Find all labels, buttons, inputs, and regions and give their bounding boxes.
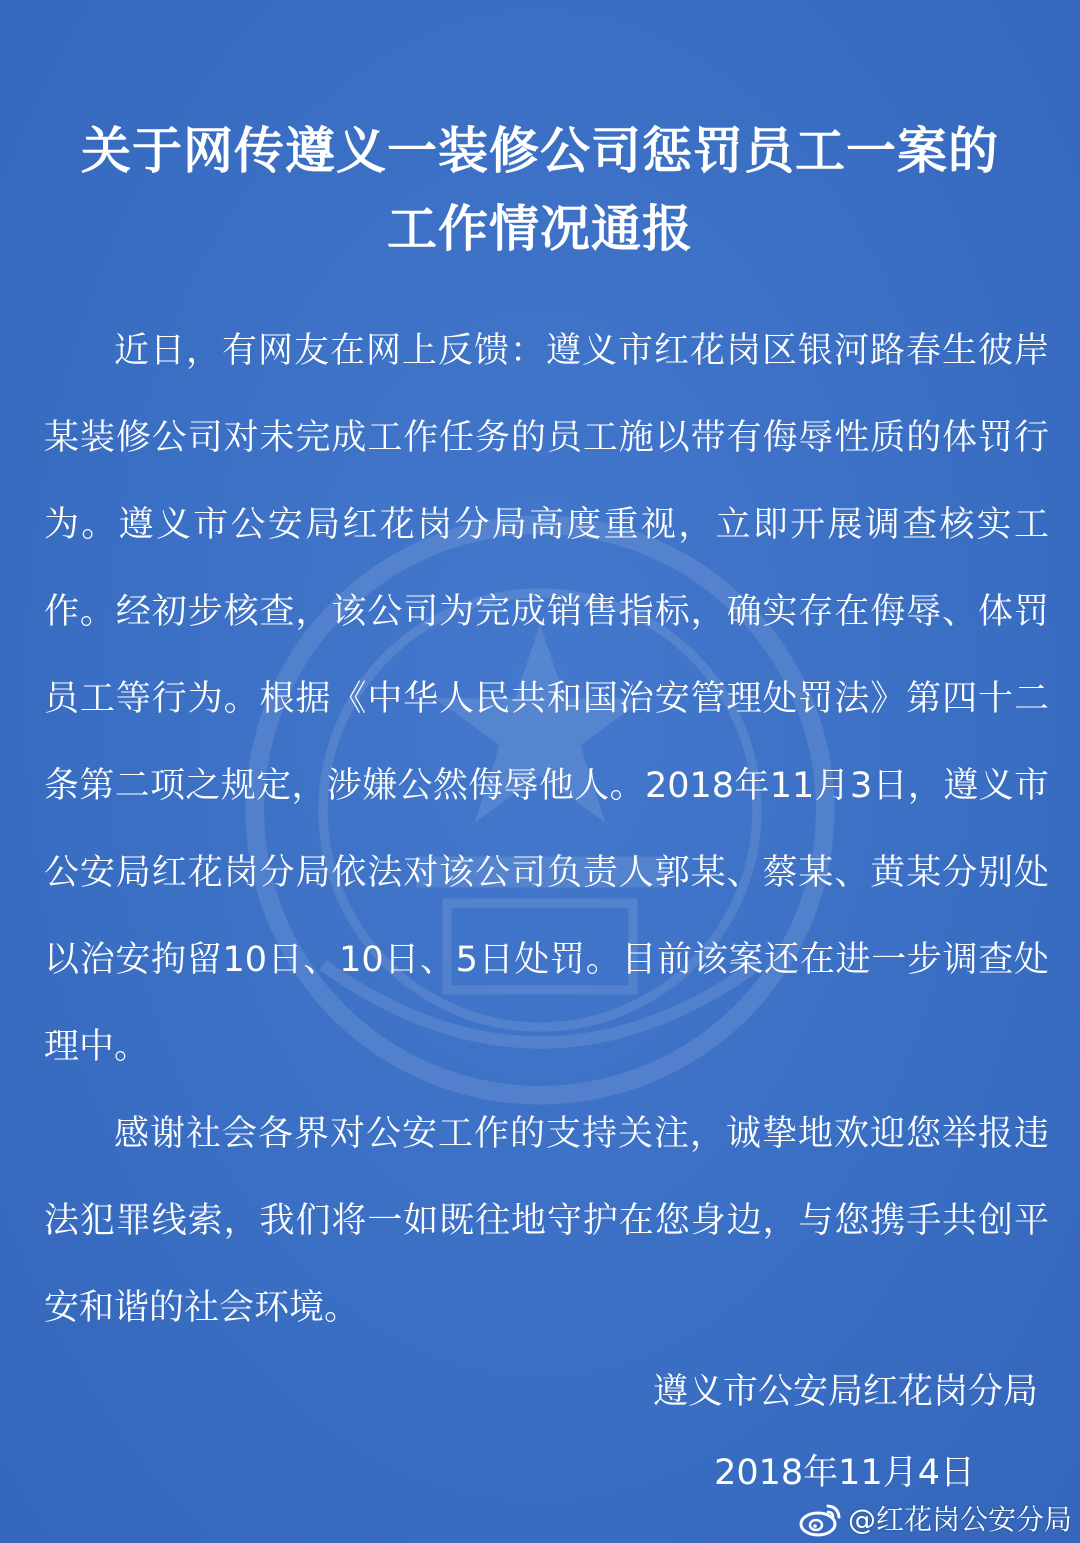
weibo-icon xyxy=(798,1502,842,1538)
paragraph-1: 近日，有网友在网上反馈：遵义市红花岗区银河路春生彼岸某装修公司对未完成工作任务的员工施以带有侮辱性质的体罚行为。遵义市公安局红花岗分局高度重视，立即开展调查核实工作。经初步核查，该公司为完成销售指标，确实存在侮辱、体罚员工等行为。根据《中华人民共和国治安管理处罚法》第四十二条第二项之规定，涉嫌公然侮辱他人。2018年11月3日，遵义市公安局红花岗分局依法对该公司负责人郭某、蔡某、黄某分别处以治安拘留10日、10日、5日处罚。目前该案还在进一步调查处理中。 xyxy=(44,331,1049,1067)
weibo-watermark xyxy=(798,1501,1072,1539)
notice-title-line2: 工作情况通报 xyxy=(387,200,693,258)
paragraph-2: 感谢社会各界对公安工作的支持关注，诚挚地欢迎您举报违法犯罪线索，我们将一如既往地守护在您身边，与您携手共创平安和谐的社会环境。 xyxy=(44,1114,1049,1328)
notice-title xyxy=(0,112,1080,268)
issuer-signature: 遵义市公安局红花岗分局 xyxy=(652,1372,1038,1412)
weibo-account-name: @红花岗公安分局 xyxy=(847,1503,1072,1536)
notice-title-line1: 关于网传遵义一装修公司惩罚员工一案的 xyxy=(81,122,999,180)
issue-date: 2018年11月4日 xyxy=(714,1453,975,1493)
notice-body xyxy=(44,308,1049,1352)
